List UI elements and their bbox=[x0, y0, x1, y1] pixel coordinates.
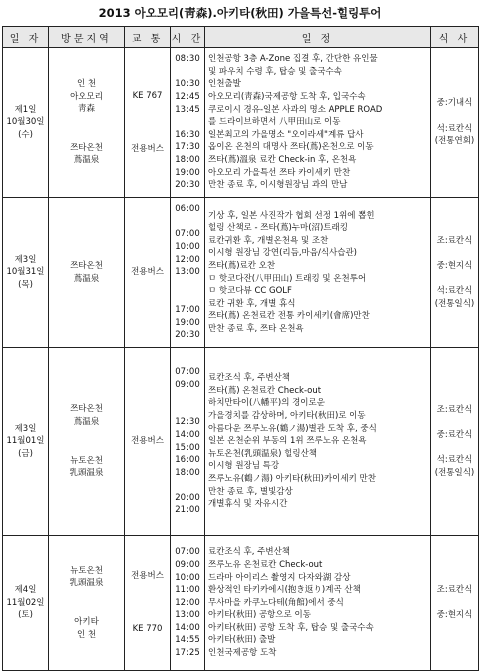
time-value bbox=[171, 279, 204, 292]
time-value bbox=[171, 479, 204, 492]
day-cell bbox=[3, 198, 49, 348]
time-value: 07:00 bbox=[175, 547, 200, 558]
header-transport: 교 통 bbox=[125, 27, 171, 48]
itinerary-line: 이시형 원장님 강연(리듬,마음/식사습관) bbox=[208, 248, 357, 259]
transport-cell bbox=[125, 48, 171, 198]
area-name: 蔦温泉 bbox=[73, 155, 100, 166]
header-date: 일 자 bbox=[3, 27, 49, 48]
itinerary-cell bbox=[205, 536, 431, 671]
itinerary-line: 아름다운 쯔루노유(鶴ノ湯)별관 도착 후, 중식 bbox=[208, 423, 377, 434]
time-value: 14:55 bbox=[175, 635, 200, 646]
time-cell bbox=[171, 198, 205, 348]
time-value bbox=[171, 404, 204, 417]
itinerary-line: 쯔타(蔦)료칸 오찬 bbox=[208, 260, 276, 271]
meal-label: 석:료칸식 bbox=[436, 455, 473, 466]
area-name: 乳頭温泉 bbox=[69, 578, 104, 589]
itinerary-line: 하치만타이(八幡平)의 경이로운 bbox=[208, 398, 325, 409]
time-value: 12:45 bbox=[175, 92, 200, 103]
meal-cell bbox=[431, 48, 479, 198]
meal-cell bbox=[431, 198, 479, 348]
day-label: 11월02일 bbox=[6, 597, 45, 608]
meal-label: 조:료칸식 bbox=[436, 404, 473, 415]
itinerary-line: 만찬 종료 후, 별빛감상 bbox=[208, 486, 293, 497]
time-value: 06:00 bbox=[175, 204, 200, 215]
time-value: 16:00 bbox=[175, 455, 200, 466]
time-value bbox=[171, 291, 204, 304]
day-label: (목) bbox=[18, 279, 33, 290]
time-value: 11:00 bbox=[175, 585, 200, 596]
time-value: 12:30 bbox=[175, 417, 200, 428]
time-value: 14:00 bbox=[175, 622, 200, 633]
day-label: 제4일 bbox=[14, 585, 37, 596]
itinerary-line: 아키타(秋田) 공항으로 이동 bbox=[208, 610, 311, 621]
meal-label: 중:기내식 bbox=[436, 98, 473, 109]
itinerary-line: 인천출발 bbox=[208, 79, 241, 90]
meal-label: 석:료칸식 bbox=[436, 123, 473, 134]
time-value: 09:00 bbox=[175, 379, 200, 390]
itinerary-line: 기상 후, 일본 사진작가 협회 선정 1위에 뽑힌 bbox=[208, 210, 375, 221]
time-value: 15:00 bbox=[175, 442, 200, 453]
time-value: 20:30 bbox=[175, 180, 200, 191]
time-value: 16:30 bbox=[175, 129, 200, 140]
itinerary-line: 드라마 아이리스 촬영지 다자와湖 감상 bbox=[208, 572, 351, 583]
transport-label: KE 767 bbox=[132, 90, 163, 101]
area-name: 뉴토온천 bbox=[70, 455, 103, 466]
meal-label: (전통일식) bbox=[434, 298, 475, 309]
itinerary-line: 환상적인 타키카에시(抱き返り)계곡 산책 bbox=[208, 585, 361, 596]
itinerary-line: 옵이온 온천의 대명사 쯔타(蔦)온천으로 이동 bbox=[208, 142, 374, 153]
meal-label: 조:료칸식 bbox=[436, 585, 473, 596]
transport-cell bbox=[125, 536, 171, 671]
itinerary-line: 쯔루노유(鶴ノ湯) 아키타(秋田)카이세키 만찬 bbox=[208, 473, 376, 484]
meal-label: 중:현지식 bbox=[436, 260, 473, 271]
day-row bbox=[3, 348, 479, 536]
day-label: (토) bbox=[18, 610, 33, 621]
time-value: 13:45 bbox=[175, 104, 200, 115]
day-cell bbox=[3, 348, 49, 536]
day-cell bbox=[3, 536, 49, 671]
day-cell bbox=[3, 48, 49, 198]
itinerary-line: 만찬 종료 후, 쯔타 온천욕 bbox=[208, 323, 304, 334]
itinerary-line: 무사마을 카쿠노다테(角館)에서 중식 bbox=[208, 597, 344, 608]
meal-label bbox=[431, 416, 478, 429]
time-value: 10:00 bbox=[175, 572, 200, 583]
header-itinerary: 일 정 bbox=[205, 27, 431, 48]
time-value: 20:00 bbox=[175, 492, 200, 503]
time-value: 18:00 bbox=[175, 154, 200, 165]
area-cell bbox=[49, 48, 125, 198]
time-cell bbox=[171, 348, 205, 536]
day-label: (금) bbox=[18, 448, 33, 459]
itinerary-line: 만찬 종료 후, 이시형원장님 과의 만남 bbox=[208, 180, 348, 191]
itinerary-line: 인천국제공항 도착 bbox=[208, 648, 277, 659]
time-value bbox=[171, 391, 204, 404]
itinerary-cell bbox=[205, 48, 431, 198]
itinerary-cell bbox=[205, 348, 431, 536]
time-value: 20:30 bbox=[175, 330, 200, 341]
itinerary-line: 쿠로이시 경유-일본 사과의 명소 APPLE ROAD bbox=[208, 104, 383, 115]
day-label: (수) bbox=[18, 129, 33, 140]
transport-label: 전용버스 bbox=[131, 571, 164, 582]
area-group bbox=[49, 78, 124, 116]
time-value: 12:00 bbox=[175, 597, 200, 608]
time-cell bbox=[171, 48, 205, 198]
day-row bbox=[3, 48, 479, 198]
area-group bbox=[49, 142, 124, 167]
day-label: 제1일 bbox=[14, 104, 37, 115]
area-name: 인 천 bbox=[76, 79, 97, 90]
area-group bbox=[49, 403, 124, 428]
header-meals: 식 사 bbox=[431, 27, 479, 48]
time-cell bbox=[171, 536, 205, 671]
itinerary-line: ㅁ 핫코다잔(八甲田山) 트래킹 및 온천투어 bbox=[208, 273, 367, 284]
transport-label: 전용버스 bbox=[131, 436, 164, 447]
time-value: 19:00 bbox=[175, 167, 200, 178]
itinerary-line: 가을경치를 감상하며, 아키타(秋田)로 이동 bbox=[208, 411, 366, 422]
area-group bbox=[49, 260, 124, 285]
transport-label: 전용버스 bbox=[131, 267, 164, 278]
meal-label bbox=[431, 273, 478, 286]
itinerary-line: 료칸귀환 후, 개별온천욕 및 조찬 bbox=[208, 235, 329, 246]
meal-cell bbox=[431, 536, 479, 671]
transport-cell bbox=[125, 198, 171, 348]
itinerary-line: 를 드라이브하면서 八甲田山로 이동 bbox=[208, 117, 341, 128]
meal-label: (전통연회) bbox=[434, 136, 475, 147]
day-label: 10월31일 bbox=[6, 267, 45, 278]
time-value bbox=[171, 66, 204, 79]
day-label: 11월01일 bbox=[6, 436, 45, 447]
time-value: 19:00 bbox=[175, 317, 200, 328]
itinerary-line: 이시형 원장님 특강 bbox=[208, 461, 280, 472]
area-name: 靑森 bbox=[77, 104, 95, 115]
itinerary-cell bbox=[205, 198, 431, 348]
time-value: 18:00 bbox=[175, 467, 200, 478]
itinerary-line: 뉴토온천(乳頭温泉) 힐링산책 bbox=[208, 448, 318, 459]
itinerary-line: 일본최고의 가을명소 "오이라세"계류 답사 bbox=[208, 129, 364, 140]
area-name: 아오모리 bbox=[70, 91, 103, 102]
header-area: 방문지역 bbox=[49, 27, 125, 48]
day-label: 10월30일 bbox=[6, 117, 45, 128]
itinerary-line: 료칸조식 후, 주변산책 bbox=[208, 373, 291, 384]
itinerary-line: 료칸 귀환 후, 개별 휴식 bbox=[208, 298, 296, 309]
itinerary-line: ㅁ 핫코다뷰 CC GOLF bbox=[208, 286, 292, 297]
area-name: 뉴토온천 bbox=[70, 565, 103, 576]
itinerary-line: 개별휴식 및 자유시간 bbox=[208, 499, 288, 510]
area-name: 쯔타온천 bbox=[70, 142, 103, 153]
meal-cell bbox=[431, 348, 479, 536]
time-value bbox=[171, 116, 204, 129]
itinerary-line: 인천공항 3층 A-Zone 집결 후, 간단한 유인물 bbox=[208, 54, 378, 65]
meal-label bbox=[431, 247, 478, 260]
area-group bbox=[49, 455, 124, 480]
meal-label: 조:료칸식 bbox=[436, 235, 473, 246]
day-label: 제3일 bbox=[14, 254, 37, 265]
time-value: 09:00 bbox=[175, 559, 200, 570]
time-value: 17:25 bbox=[175, 648, 200, 659]
itinerary-line: 힐링 산책로 - 쯔타(蔦)누마(沼)트래킹 bbox=[208, 223, 348, 234]
meal-label bbox=[431, 442, 478, 455]
time-value: 08:30 bbox=[175, 54, 200, 65]
itinerary-line: 일본 온천순위 부동의 1위 쯔루노유 온천욕 bbox=[208, 436, 367, 447]
time-value: 10:30 bbox=[175, 79, 200, 90]
page-title: 2013 아오모리(靑森).아키타(秋田) 가을특선-힐링투어 bbox=[98, 6, 382, 20]
area-cell bbox=[49, 348, 125, 536]
day-row bbox=[3, 198, 479, 348]
itinerary-line: 쯔루노유 온천료칸 Check-out bbox=[208, 559, 323, 570]
transport-label: 전용버스 bbox=[131, 143, 164, 154]
time-value: 07:00 bbox=[175, 366, 200, 377]
itinerary-line: 아오모리 가을특선 쯔타 카이세키 만찬 bbox=[208, 167, 351, 178]
area-name: 아키타 bbox=[74, 617, 99, 627]
time-value: 21:00 bbox=[175, 505, 200, 516]
time-value: 07:00 bbox=[175, 229, 200, 240]
itinerary-line: 및 파우치 수령 후, 탑승 및 출국수속 bbox=[208, 66, 342, 77]
meal-label bbox=[431, 597, 478, 610]
itinerary-line: 쯔타(蔦) 온천료칸 Check-out bbox=[208, 385, 322, 396]
time-value: 10:00 bbox=[175, 242, 200, 253]
area-group bbox=[49, 616, 124, 641]
header-time: 시 간 bbox=[171, 27, 205, 48]
time-value: 13:00 bbox=[175, 267, 200, 278]
area-name: 인 천 bbox=[76, 629, 97, 640]
itinerary-line: 아키타(秋田) 공항 도착 후, 탑승 및 출국수속 bbox=[208, 622, 374, 633]
area-name: 쯔타온천 bbox=[70, 260, 103, 271]
meal-label: 석:료칸식 bbox=[436, 286, 473, 297]
area-cell bbox=[49, 198, 125, 348]
day-row bbox=[3, 536, 479, 671]
itinerary-line: 쯔타(蔦)溫泉 료칸 Check-in 후, 온천욕 bbox=[208, 154, 357, 165]
area-group bbox=[49, 565, 124, 590]
transport-cell bbox=[125, 348, 171, 536]
itinerary-line: 아오모리(靑森)국제공항 도착 후, 입국수속 bbox=[208, 92, 366, 103]
meal-label bbox=[431, 110, 478, 123]
header-row bbox=[3, 27, 479, 48]
area-cell bbox=[49, 536, 125, 671]
time-value: 12:00 bbox=[175, 254, 200, 265]
area-name: 蔦温泉 bbox=[73, 273, 100, 284]
time-value: 17:00 bbox=[175, 304, 200, 315]
area-name: 쯔타온천 bbox=[70, 404, 103, 415]
meal-label: 중:료칸식 bbox=[436, 429, 473, 440]
area-name: 乳頭温泉 bbox=[69, 468, 104, 479]
time-value bbox=[171, 216, 204, 229]
itinerary-line: 쯔타(蔦) 온천료칸 전통 카이세키(會席)만찬 bbox=[208, 311, 370, 322]
area-name: 蔦温泉 bbox=[73, 416, 100, 427]
meal-label: (전통일식) bbox=[434, 467, 475, 478]
itinerary-line: 아키타(秋田) 출발 bbox=[208, 635, 276, 646]
meal-label: 중:현지식 bbox=[436, 610, 473, 621]
time-value: 14:00 bbox=[175, 429, 200, 440]
time-value: 13:00 bbox=[175, 610, 200, 621]
schedule-table bbox=[2, 26, 479, 671]
itinerary-line: 료칸조식 후, 주변산책 bbox=[208, 547, 291, 558]
schedule-body bbox=[3, 48, 479, 671]
day-label: 제3일 bbox=[14, 423, 37, 434]
transport-label: KE 770 bbox=[132, 624, 163, 634]
time-value: 17:30 bbox=[175, 142, 200, 153]
